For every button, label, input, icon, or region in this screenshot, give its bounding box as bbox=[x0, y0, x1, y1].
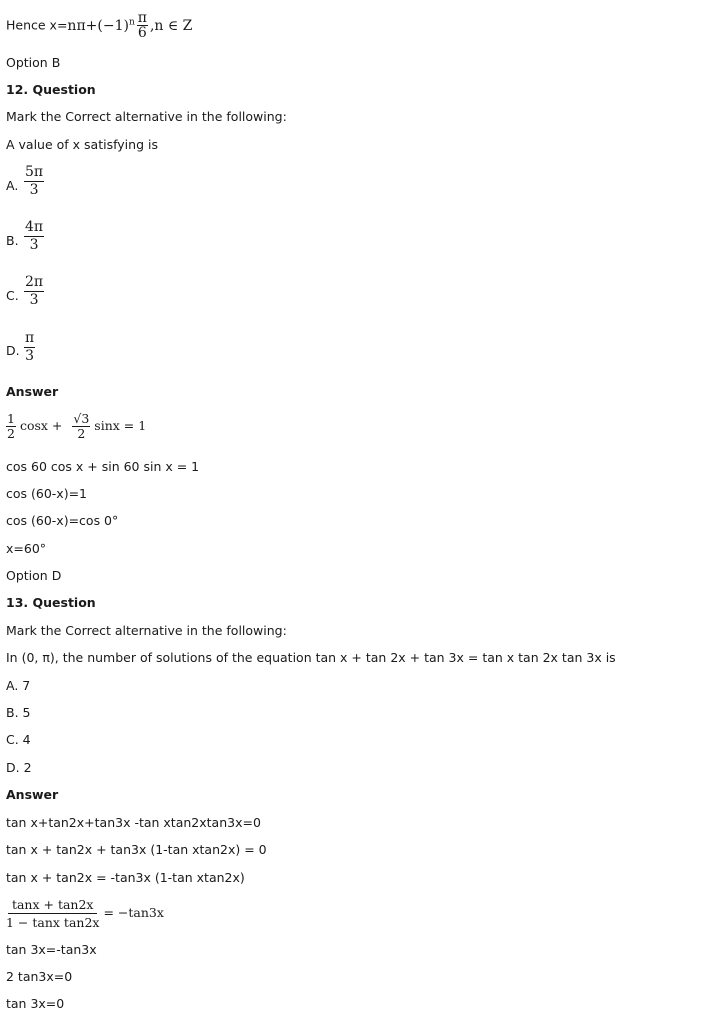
q12-step: cos (60-x)=1 bbox=[6, 486, 87, 501]
q12-instruction: Mark the Correct alternative in the following: bbox=[6, 109, 287, 124]
q13-option: B. 5 bbox=[6, 705, 31, 720]
q11-option-line: Option B bbox=[6, 55, 61, 70]
q13-title: 13. Question bbox=[6, 595, 96, 610]
q13-step: tan x+tan2x+tan3x -tan xtan2xtan3x=0 bbox=[6, 815, 261, 830]
q12-step: cos (60-x)=cos 0° bbox=[6, 513, 119, 528]
q13-step: tan 3x=0 bbox=[6, 996, 65, 1011]
q12-step: cos 60 cos x + sin 60 sin x = 1 bbox=[6, 459, 200, 474]
hence-prefix: Hence x= bbox=[6, 17, 68, 33]
q13-prompt: In (0, π), the number of solutions of the equation tan x + tan 2x + tan 3x = tan x tan 2x tan 3x is bbox=[6, 650, 616, 665]
q12-prompt: A value of x satisfying is bbox=[6, 137, 158, 152]
q12-title: 12. Question bbox=[6, 82, 96, 97]
q13-answer-heading: Answer bbox=[6, 787, 59, 802]
q13-option: A. 7 bbox=[6, 678, 31, 693]
q13-step: tan x + tan2x = -tan3x (1-tan xtan2x) bbox=[6, 870, 245, 885]
q12-equation: $\frac{1}{2}$ cosx + $\frac{√3}{2}$ sinx = 1 bbox=[7, 411, 147, 441]
general-solution-formula: $n\pi+(-1)^n$ $\frac{\pi}{6}$ ,n ∈ Z bbox=[67, 10, 193, 41]
q12-answer-heading: Answer bbox=[6, 384, 59, 399]
q13-option: D. 2 bbox=[6, 760, 32, 775]
q12-step: x=60° bbox=[6, 541, 47, 556]
q13-step: tan 3x=-tan3x bbox=[6, 942, 97, 957]
q13-instruction: Mark the Correct alternative in the following: bbox=[6, 623, 287, 638]
q13-step: tan x + tan2x + tan3x (1-tan xtan2x) = 0 bbox=[6, 842, 267, 857]
q12-option-line: Option D bbox=[6, 568, 62, 583]
q13-option: C. 4 bbox=[6, 732, 31, 747]
hence-line bbox=[6, 11, 192, 40]
q13-step: 2 tan3x=0 bbox=[6, 969, 73, 984]
q13-fraction-equation: $\frac{\tan x + \tan 2x}{\text{1 − tanx tan2x}}$ = −tan3x bbox=[6, 897, 164, 930]
